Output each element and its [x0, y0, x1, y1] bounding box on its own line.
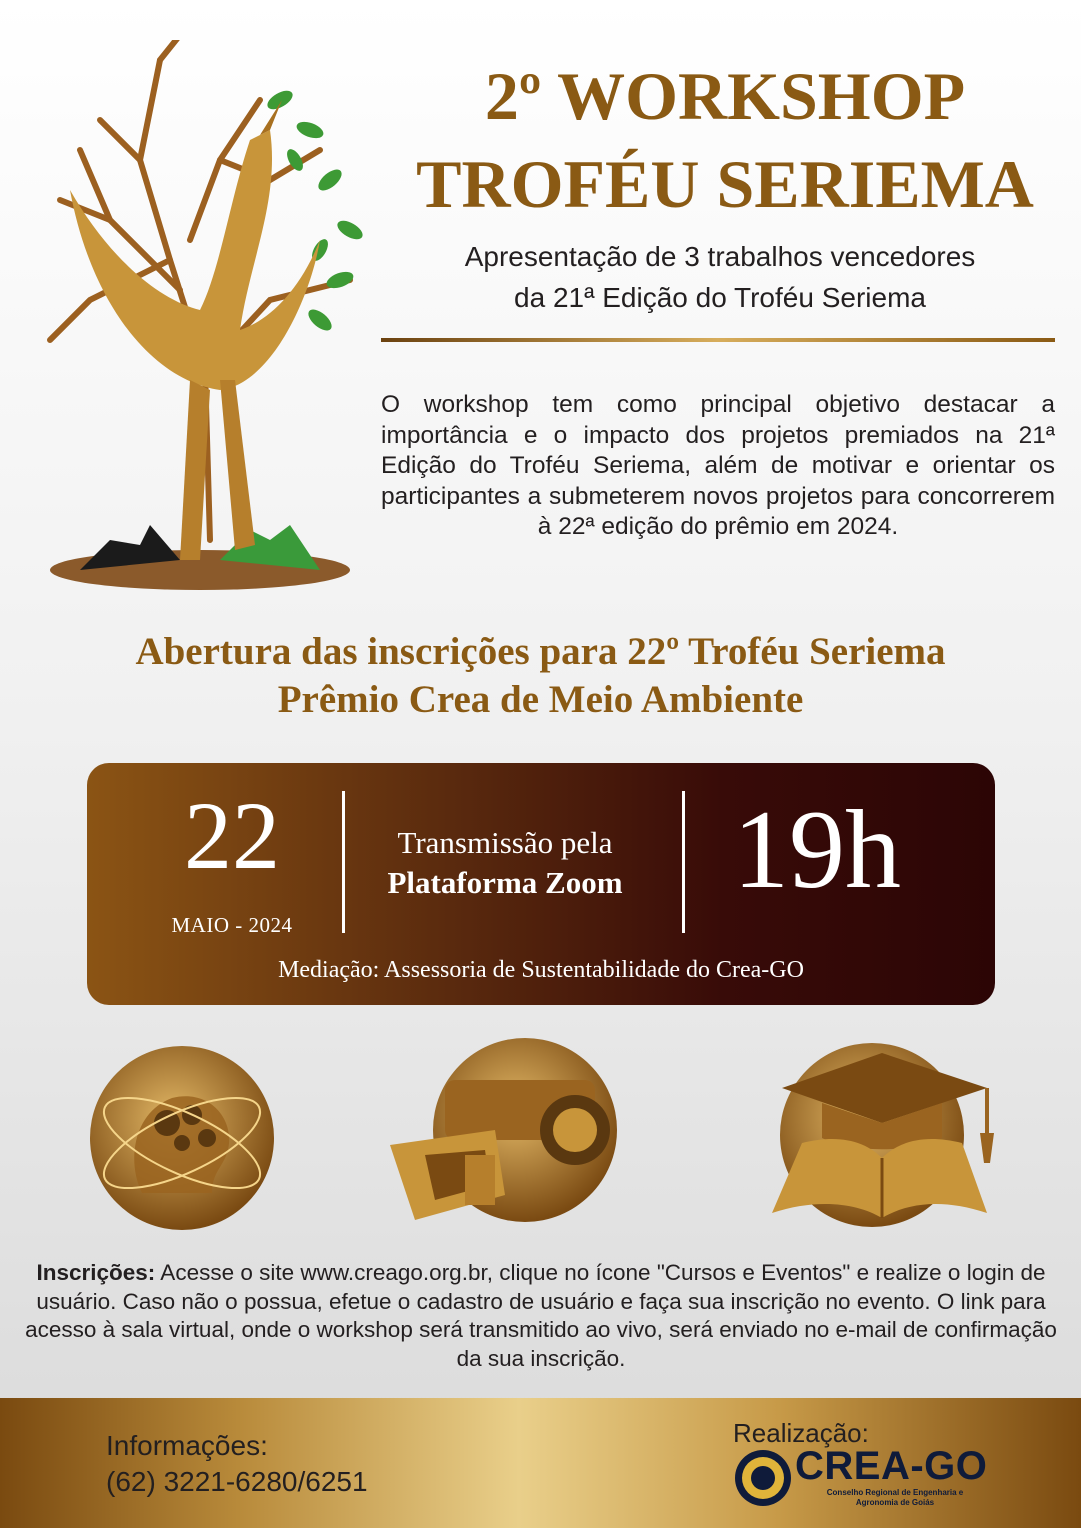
video-camera-icon: [385, 1035, 635, 1225]
title-line-1: 2º WORKSHOP: [484, 58, 966, 134]
title-line-2: TROFÉU SERIEMA: [416, 146, 1034, 222]
org-name: CREA-GO: [795, 1444, 988, 1488]
subtitle-line-2: da 21ª Edição do Troféu Seriema: [514, 282, 926, 313]
event-day: 22: [184, 782, 280, 889]
headline-line-2: Prêmio Crea de Meio Ambiente: [277, 678, 804, 721]
event-mediation: Mediação: Assessoria de Sustentabilidade do Crea-GO: [278, 957, 804, 983]
registration-instructions: [25, 1259, 1057, 1374]
realization-label: Realização:: [733, 1418, 869, 1448]
headline-line-1: Abertura das inscrições para 22º Troféu Seriema: [135, 630, 946, 673]
graduation-book-icon: [772, 1043, 1007, 1233]
seriema-trophy-illustration: [20, 40, 380, 610]
platform-line-2: Plataforma Zoom: [387, 865, 623, 900]
org-subtitle: Conselho Regional de Engenharia e Agronomia de Goiás: [826, 1488, 964, 1507]
footer-band: [0, 1398, 1081, 1528]
registration-label: Inscrições:: [36, 1260, 156, 1285]
subtitle-line-1: Apresentação de 3 trabalhos vencedores: [464, 241, 976, 272]
registration-text: Acesse o site www.creago.org.br, clique no ícone "Cursos e Eventos" e realize o login de usuário. Caso não o possua, efetue o cadastro de usuário e faça sua inscrição no evento. O link para acesso à sala virtual, onde o workshop será transmitido ao vivo, será enviado no e-mail de confirmação da sua inscrição.: [25, 1260, 1057, 1372]
registration-headline: [0, 628, 1081, 724]
workshop-description: O workshop tem como principal objetivo destacar a importância e o impacto dos projetos premiados na 21ª Edição do Troféu Seriema, além de motivar e orientar os participantes a submeterem novos projetos para concorrerem à 22ª edição do prêmio em 2024.: [381, 391, 1055, 540]
divider-line: [342, 791, 345, 933]
divider-line: [682, 791, 685, 933]
info-label: Informações:: [106, 1430, 268, 1461]
event-info-box: [87, 763, 995, 1005]
crea-seal-logo: [733, 1448, 793, 1508]
platform-line-1: Transmissão pela: [397, 825, 613, 860]
event-time: 19h: [733, 788, 901, 912]
info-phone: (62) 3221-6280/6251: [106, 1466, 368, 1497]
gold-divider: [381, 338, 1055, 342]
event-month-year: MAIO - 2024: [171, 913, 293, 937]
event-platform: [355, 823, 655, 903]
page-subtitle: [370, 236, 1070, 318]
page-title: [380, 52, 1070, 228]
mind-gears-icon: [87, 1043, 277, 1233]
